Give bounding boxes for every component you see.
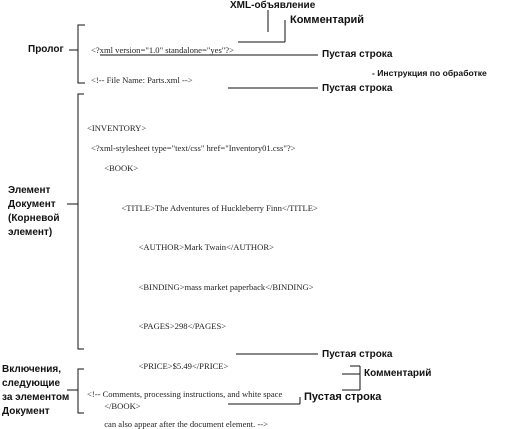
code-line: <?xml version="1.0" standalone="yes"?> xyxy=(91,45,234,55)
code-line: <TITLE>The Adventures of Huckleberry Finn</TITLE> xyxy=(87,202,318,213)
code-line: <!-- Comments, processing instructions, and white space xyxy=(87,389,283,399)
code-line: <PAGES>298</PAGES> xyxy=(87,321,227,332)
xml-declaration-label: XML-объявление xyxy=(230,0,316,11)
document-element-bracket xyxy=(78,94,84,349)
comment-top-label: Комментарий xyxy=(290,14,365,26)
after-document-bracket xyxy=(78,369,84,413)
empty-line-1-label: Пустая строка xyxy=(322,49,393,60)
code-line: <INVENTORY> xyxy=(87,123,147,134)
document-element-label: Элемент Документ (Корневой элемент) xyxy=(8,185,60,238)
code-line: <!-- File Name: Parts.xml --> xyxy=(91,75,193,85)
code-line: <PRICE>$5.49</PRICE> xyxy=(87,361,229,372)
empty-line-4-label: Пустая строка xyxy=(304,391,382,403)
after-document-code xyxy=(87,369,282,429)
code-line: <?xml-stylesheet type="text/css" href="Inventory01.css"?> xyxy=(91,143,296,153)
after-document-label: Включения, следующие за элементом Документ xyxy=(2,364,70,417)
code-line: <AUTHOR>Mark Twain</AUTHOR> xyxy=(87,242,274,253)
code-line: </BOOK> xyxy=(87,400,141,411)
code-line: <BINDING>mass market paperback</BINDING> xyxy=(87,281,314,292)
empty-line-3-label: Пустая строка xyxy=(322,349,393,360)
empty-line-2-label: Пустая строка xyxy=(322,83,393,94)
prolog-label: Пролог xyxy=(28,44,64,55)
code-line: can also appear after the document element. --> xyxy=(87,419,268,429)
prolog-bracket xyxy=(78,25,85,83)
processing-instruction-label: - Инструкция по обработке xyxy=(372,68,487,78)
comment-bottom-label: Комментарий xyxy=(364,368,432,379)
code-line: <BOOK> xyxy=(87,163,139,174)
